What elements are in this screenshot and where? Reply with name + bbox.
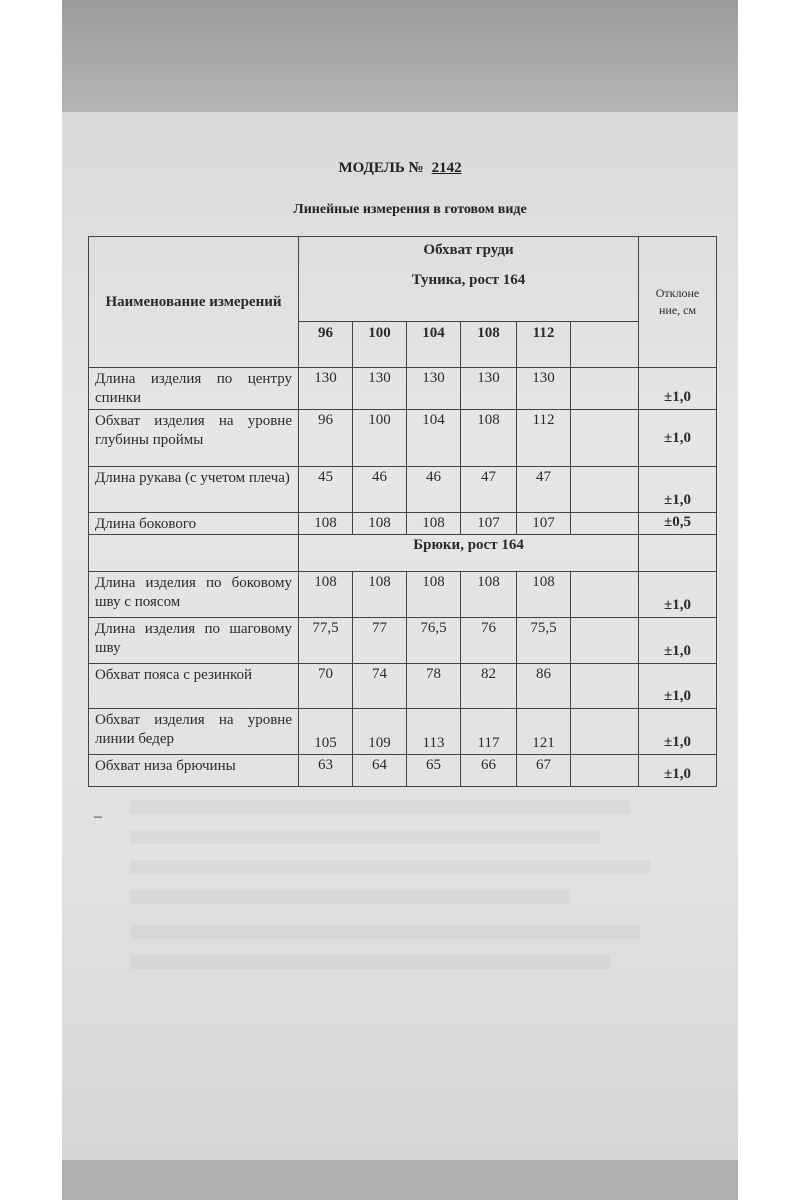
deviation-cell: ±1,0: [639, 618, 717, 664]
deviation-cell: ±1,0: [639, 410, 717, 467]
name-column-header: Наименование измерений: [89, 237, 299, 368]
deviation-cell: ±1,0: [639, 572, 717, 618]
document-subtitle: Линейные измерения в готовом виде: [293, 202, 527, 217]
value-cell: 74: [353, 664, 407, 709]
empty-cell: [571, 572, 639, 618]
table-row: [89, 368, 717, 410]
empty-cell: [571, 755, 639, 787]
empty-cell: [571, 513, 639, 535]
size-cell: 96: [299, 322, 353, 368]
empty-cell: [571, 410, 639, 467]
value-cell: 109: [353, 709, 407, 755]
value-cell: 100: [353, 410, 407, 467]
value-cell: 108: [461, 572, 517, 618]
deviation-cell: ±1,0: [639, 664, 717, 709]
deviation-column-header: Отклоне ние, см: [639, 237, 717, 368]
size-cell: 108: [461, 322, 517, 368]
value-cell: 75,5: [517, 618, 571, 664]
bleed-through-line: [130, 890, 570, 904]
value-cell: 130: [517, 368, 571, 410]
measurement-name: Длина изделия по центру спинки: [89, 368, 299, 410]
value-cell: 107: [517, 513, 571, 535]
model-title-prefix: МОДЕЛЬ №: [338, 160, 424, 176]
value-cell: 67: [517, 755, 571, 787]
value-cell: 108: [299, 513, 353, 535]
value-cell: 105: [299, 709, 353, 755]
table-row: [89, 410, 717, 467]
measurement-name: Длина изделия по боковому шву с поясом: [89, 572, 299, 618]
value-cell: 108: [407, 572, 461, 618]
deviation-cell: ±1,0: [639, 368, 717, 410]
value-cell: 117: [461, 709, 517, 755]
value-cell: 130: [353, 368, 407, 410]
bleed-through-line: [130, 800, 630, 814]
value-cell: 45: [299, 467, 353, 513]
bleed-through-line: [130, 925, 640, 939]
value-cell: 86: [517, 664, 571, 709]
section-row: [89, 535, 717, 572]
deviation-cell: ±1,0: [639, 709, 717, 755]
bleed-through-line: [130, 955, 610, 969]
measurement-name: Обхват пояса с резинкой: [89, 664, 299, 709]
value-cell: 47: [461, 467, 517, 513]
measurements-table: [88, 236, 717, 787]
value-cell: 104: [407, 410, 461, 467]
value-cell: 107: [461, 513, 517, 535]
empty-size-cell: [571, 322, 639, 368]
model-title: [0, 160, 800, 177]
measurement-name: Длина изделия по шаговому шву: [89, 618, 299, 664]
model-number: 2142: [431, 160, 462, 176]
empty-cell: [571, 368, 639, 410]
deviation-cell: ±1,0: [639, 467, 717, 513]
value-cell: 70: [299, 664, 353, 709]
value-cell: 113: [407, 709, 461, 755]
measurement-name: Длина рукава (с учетом плеча): [89, 467, 299, 513]
value-cell: 76: [461, 618, 517, 664]
value-cell: 64: [353, 755, 407, 787]
value-cell: 63: [299, 755, 353, 787]
value-cell: 46: [407, 467, 461, 513]
value-cell: 121: [517, 709, 571, 755]
table-row: [89, 618, 717, 664]
table-header-row: [89, 237, 717, 322]
table-row: [89, 709, 717, 755]
background-top: [62, 0, 738, 112]
bleed-through-line: [130, 860, 650, 874]
size-cell: 104: [407, 322, 461, 368]
chest-girth-label: Обхват груди: [423, 242, 514, 258]
empty-cell: [571, 709, 639, 755]
value-cell: 108: [299, 572, 353, 618]
value-cell: 66: [461, 755, 517, 787]
dash-mark: –: [94, 808, 102, 825]
table-row: [89, 513, 717, 535]
empty-cell: [571, 618, 639, 664]
value-cell: 108: [461, 410, 517, 467]
background-bottom: [62, 1160, 738, 1200]
table-row: [89, 467, 717, 513]
empty-cell: [571, 664, 639, 709]
table-row: [89, 664, 717, 709]
measurement-name: Обхват низа брючины: [89, 755, 299, 787]
value-cell: 96: [299, 410, 353, 467]
value-cell: 77,5: [299, 618, 353, 664]
value-cell: 112: [517, 410, 571, 467]
value-cell: 47: [517, 467, 571, 513]
measurement-name: Длина бокового: [89, 513, 299, 535]
deviation-cell: ±0,5: [639, 513, 717, 535]
size-cell: 100: [353, 322, 407, 368]
tunic-header: Туника, рост 164: [411, 272, 526, 288]
value-cell: 108: [407, 513, 461, 535]
measurement-name: Обхват изделия на уровне глубины проймы: [89, 410, 299, 467]
value-cell: 130: [407, 368, 461, 410]
value-cell: 108: [353, 572, 407, 618]
value-cell: 108: [353, 513, 407, 535]
empty-cell: [639, 535, 717, 572]
value-cell: 82: [461, 664, 517, 709]
deviation-cell: ±1,0: [639, 755, 717, 787]
value-cell: 76,5: [407, 618, 461, 664]
bleed-through-line: [130, 830, 600, 844]
value-cell: 77: [353, 618, 407, 664]
value-cell: 130: [299, 368, 353, 410]
empty-name-cell: [89, 535, 299, 572]
trousers-header: Брюки, рост 164: [299, 535, 639, 572]
value-cell: 78: [407, 664, 461, 709]
table-row: [89, 755, 717, 787]
table-row: [89, 572, 717, 618]
value-cell: 108: [517, 572, 571, 618]
measurement-name: Обхват изделия на уровне линии бедер: [89, 709, 299, 755]
value-cell: 65: [407, 755, 461, 787]
size-cell: 112: [517, 322, 571, 368]
chest-group-header: [299, 237, 639, 322]
value-cell: 46: [353, 467, 407, 513]
empty-cell: [571, 467, 639, 513]
value-cell: 130: [461, 368, 517, 410]
